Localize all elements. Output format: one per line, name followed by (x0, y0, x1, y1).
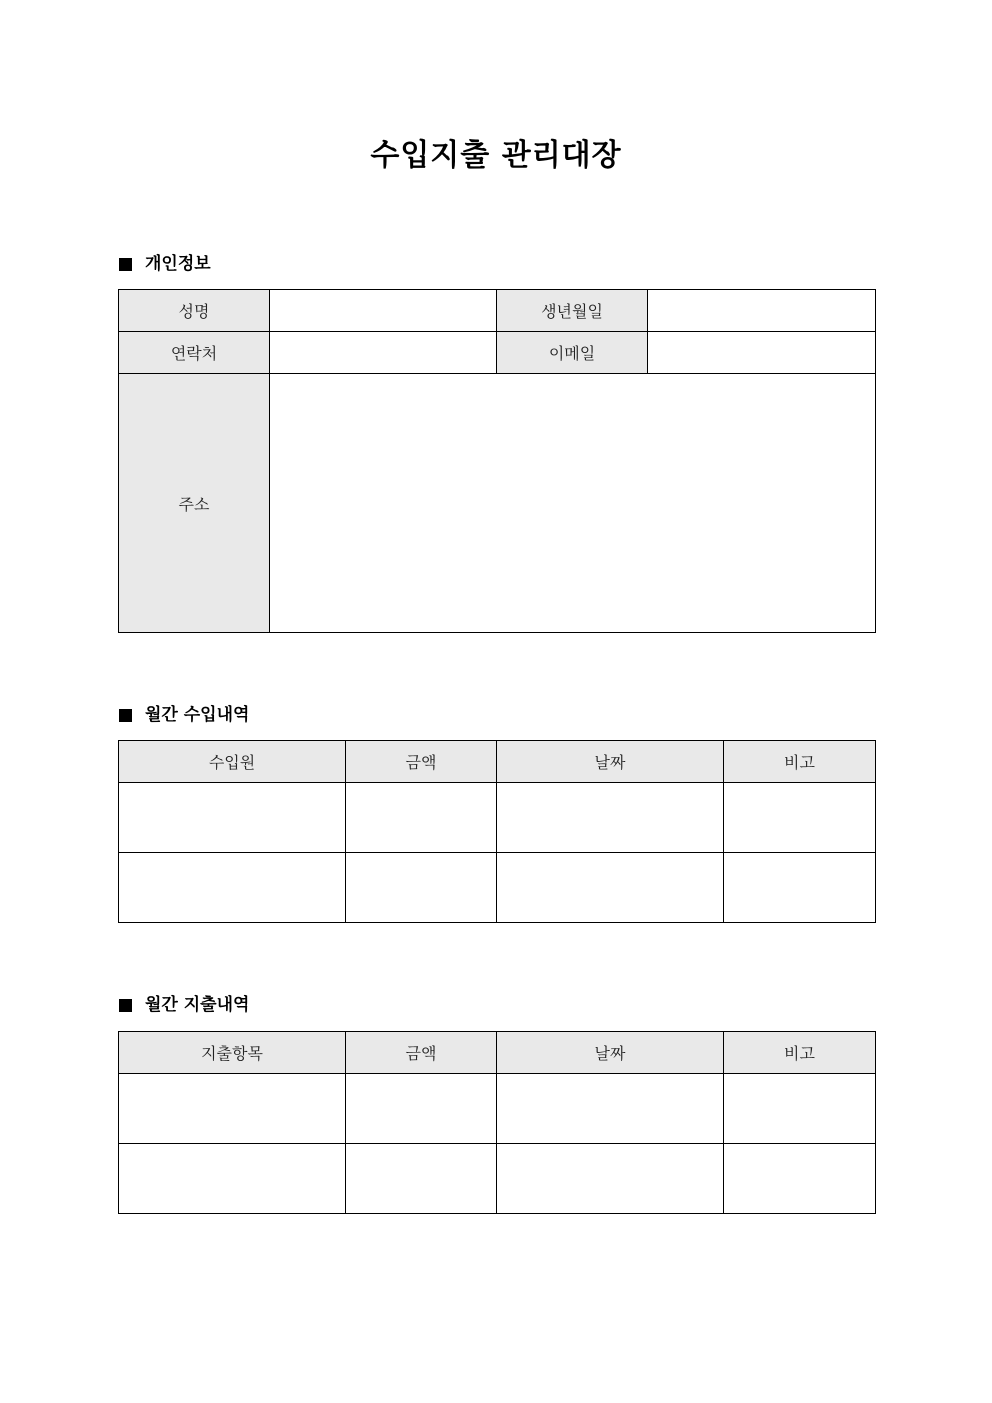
table-header-row (119, 741, 876, 783)
section-heading-label: 월간 지출내역 (145, 995, 250, 1015)
income-source-cell[interactable] (119, 783, 346, 853)
column-header-date: 날짜 (497, 1032, 724, 1074)
column-header-note: 비고 (724, 1032, 876, 1074)
amount-cell[interactable] (346, 1144, 497, 1214)
column-header-expense-item: 지출항목 (119, 1032, 346, 1074)
note-cell[interactable] (724, 1074, 876, 1144)
amount-cell[interactable] (346, 783, 497, 853)
monthly-expense-table (118, 1031, 876, 1214)
section-heading-monthly-expense (119, 993, 249, 1017)
expense-item-cell[interactable] (119, 1144, 346, 1214)
income-source-cell[interactable] (119, 853, 346, 923)
black-square-icon (119, 709, 132, 722)
column-header-income-source: 수입원 (119, 741, 346, 783)
section-heading-label: 월간 수입내역 (145, 705, 250, 725)
monthly-income-table (118, 740, 876, 923)
table-row (119, 1074, 876, 1144)
contact-label: 연락처 (119, 332, 270, 374)
birthdate-label: 생년월일 (497, 290, 648, 332)
table-row (119, 853, 876, 923)
note-cell[interactable] (724, 783, 876, 853)
section-heading-monthly-income (119, 703, 249, 727)
note-cell[interactable] (724, 853, 876, 923)
date-cell[interactable] (497, 1074, 724, 1144)
date-cell[interactable] (497, 783, 724, 853)
name-label: 성명 (119, 290, 270, 332)
column-header-date: 날짜 (497, 741, 724, 783)
column-header-amount: 금액 (346, 1032, 497, 1074)
birthdate-field[interactable] (648, 290, 876, 332)
section-heading-personal-info (119, 252, 211, 276)
column-header-amount: 금액 (346, 741, 497, 783)
address-label: 주소 (119, 374, 270, 633)
table-row (119, 783, 876, 853)
email-field[interactable] (648, 332, 876, 374)
table-row (119, 332, 876, 374)
name-field[interactable] (270, 290, 497, 332)
page-title: 수입지출 관리대장 (370, 138, 622, 173)
column-header-note: 비고 (724, 741, 876, 783)
table-row (119, 374, 876, 633)
date-cell[interactable] (497, 1144, 724, 1214)
note-cell[interactable] (724, 1144, 876, 1214)
amount-cell[interactable] (346, 853, 497, 923)
expense-item-cell[interactable] (119, 1074, 346, 1144)
address-field[interactable] (270, 374, 876, 633)
date-cell[interactable] (497, 853, 724, 923)
black-square-icon (119, 258, 132, 271)
table-row (119, 290, 876, 332)
contact-field[interactable] (270, 332, 497, 374)
email-label: 이메일 (497, 332, 648, 374)
black-square-icon (119, 999, 132, 1012)
personal-info-table (118, 289, 876, 633)
section-heading-label: 개인정보 (145, 254, 211, 274)
table-header-row (119, 1032, 876, 1074)
table-row (119, 1144, 876, 1214)
amount-cell[interactable] (346, 1074, 497, 1144)
